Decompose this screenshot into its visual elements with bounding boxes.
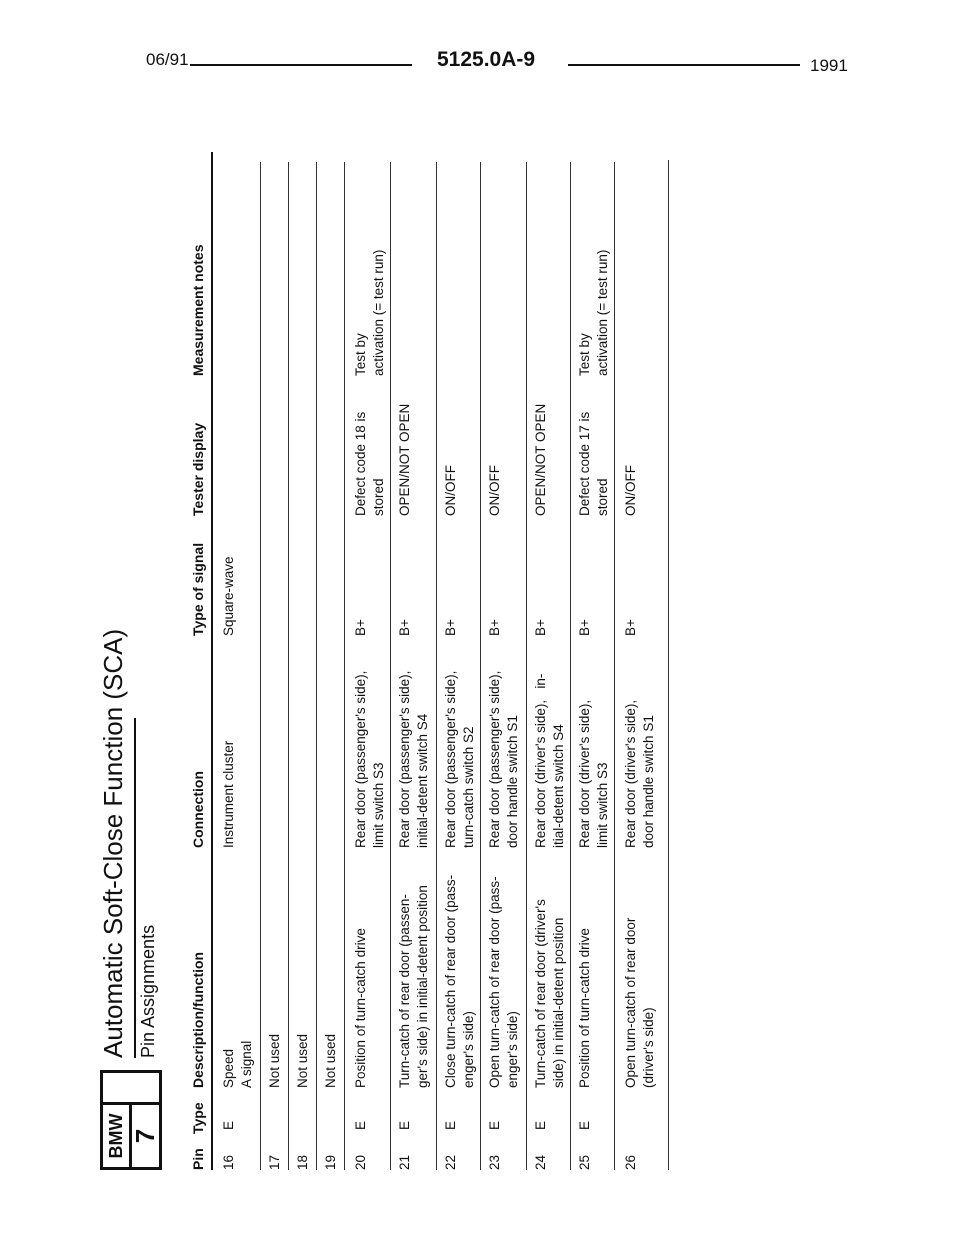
cell-signal: B+ <box>443 619 458 636</box>
header-underline <box>211 152 213 1170</box>
cell-tester: ON/OFF <box>623 465 638 516</box>
cell-pin: 16 <box>221 1154 236 1170</box>
cell-pin: 23 <box>487 1154 502 1170</box>
row-divider <box>316 162 317 1170</box>
row-divider <box>260 162 261 1170</box>
cell-signal: B+ <box>353 619 368 636</box>
bmw-series-logo <box>100 1070 162 1170</box>
cell-pin: 20 <box>353 1154 368 1170</box>
cell-description: Not used <box>267 1033 282 1088</box>
col-header-signal: Type of signal <box>190 542 206 636</box>
cell-tester: Defect code 18 is stored <box>353 411 386 516</box>
cell-connection: Rear door (driver's side), door handle switch S1 <box>623 699 656 848</box>
cell-signal: B+ <box>577 619 592 636</box>
cell-type: E <box>533 1120 548 1130</box>
header-document-code: 5125.0A-9 <box>437 48 536 71</box>
cell-description: Speed A signal <box>221 1040 254 1088</box>
cell-pin: 17 <box>267 1154 282 1170</box>
cell-notes: Test by activation (= test run) <box>353 249 386 376</box>
cell-tester: OPEN/NOT OPEN <box>397 403 412 516</box>
col-header-pin: Pin <box>190 1148 206 1170</box>
cell-pin: 24 <box>533 1154 548 1170</box>
cell-pin: 19 <box>323 1154 338 1170</box>
row-divider <box>390 162 391 1170</box>
header-rule-right <box>568 64 800 66</box>
cell-type: E <box>397 1120 412 1130</box>
col-header-connection: Connection <box>190 771 206 848</box>
cell-tester: OPEN/NOT OPEN <box>533 403 548 516</box>
cell-pin: 26 <box>623 1154 638 1170</box>
row-divider <box>480 162 481 1170</box>
cell-connection: Rear door (passenger's side), limit switch S3 <box>353 670 386 848</box>
cell-description: Open turn-catch of rear door (pass- enger's side) <box>487 876 520 1088</box>
cell-description: Position of turn-catch drive <box>353 928 368 1088</box>
col-header-tester: Tester display <box>190 422 206 516</box>
cell-signal: B+ <box>533 619 548 636</box>
cell-tester: ON/OFF <box>487 465 502 516</box>
title-underline <box>134 718 136 1058</box>
cell-description: Position of turn-catch drive <box>577 928 592 1088</box>
col-header-description: Description/function <box>190 951 206 1088</box>
row-divider <box>614 162 615 1170</box>
row-divider <box>288 162 289 1170</box>
col-header-type: Type <box>190 1102 206 1134</box>
header-year: 1991 <box>810 56 848 75</box>
cell-type: E <box>443 1120 458 1130</box>
cell-type: E <box>221 1120 236 1130</box>
cell-tester: ON/OFF <box>443 465 458 516</box>
cell-pin: 21 <box>397 1154 412 1170</box>
cell-connection: Instrument cluster <box>221 740 236 848</box>
cell-signal: B+ <box>397 619 412 636</box>
row-divider <box>344 162 345 1170</box>
cell-description: Close turn-catch of rear door (pass- enger's side) <box>443 874 476 1088</box>
cell-signal: Square-wave <box>221 556 236 636</box>
cell-signal: B+ <box>487 619 502 636</box>
cell-type: E <box>353 1120 368 1130</box>
page-subtitle: Pin Assignments <box>138 924 158 1058</box>
cell-pin: 18 <box>295 1154 310 1170</box>
logo-brand: BMW <box>103 1102 132 1167</box>
cell-type: E <box>487 1120 502 1130</box>
cell-pin: 22 <box>443 1154 458 1170</box>
cell-notes: Test by activation (= test run) <box>577 249 610 376</box>
header-rule-left <box>190 64 412 66</box>
row-divider <box>436 162 437 1170</box>
row-divider <box>570 162 571 1170</box>
row-divider <box>668 160 669 1170</box>
page-title: Automatic Soft-Close Function (SCA) <box>98 628 128 1058</box>
cell-description: Not used <box>295 1033 310 1088</box>
cell-connection: Rear door (passenger's side), door handle switch S1 <box>487 670 520 848</box>
cell-type: E <box>577 1120 592 1130</box>
cell-description: Turn-catch of rear door (driver's side) in initial-detent position <box>533 899 566 1088</box>
cell-signal: B+ <box>623 619 638 636</box>
rotated-page-content <box>90 110 910 1170</box>
logo-series: 7 <box>130 1102 162 1167</box>
col-header-notes: Measurement notes <box>190 244 206 376</box>
cell-tester: Defect code 17 is stored <box>577 411 610 516</box>
cell-connection: Rear door (passenger's side), initial-detent switch S4 <box>397 670 430 848</box>
cell-description: Not used <box>323 1033 338 1088</box>
cell-connection: Rear door (driver's side), in- itial-detent switch S4 <box>533 673 566 848</box>
cell-description: Turn-catch of rear door (passen- ger's side) in initial-detent position <box>397 885 430 1088</box>
cell-connection: Rear door (passenger's side), turn-catch switch S2 <box>443 670 476 848</box>
cell-description: Open turn-catch of rear door (driver's side) <box>623 917 656 1088</box>
header-date: 06/91 <box>146 50 189 69</box>
cell-pin: 25 <box>577 1154 592 1170</box>
row-divider <box>526 162 527 1170</box>
cell-connection: Rear door (driver's side), limit switch S3 <box>577 699 610 848</box>
